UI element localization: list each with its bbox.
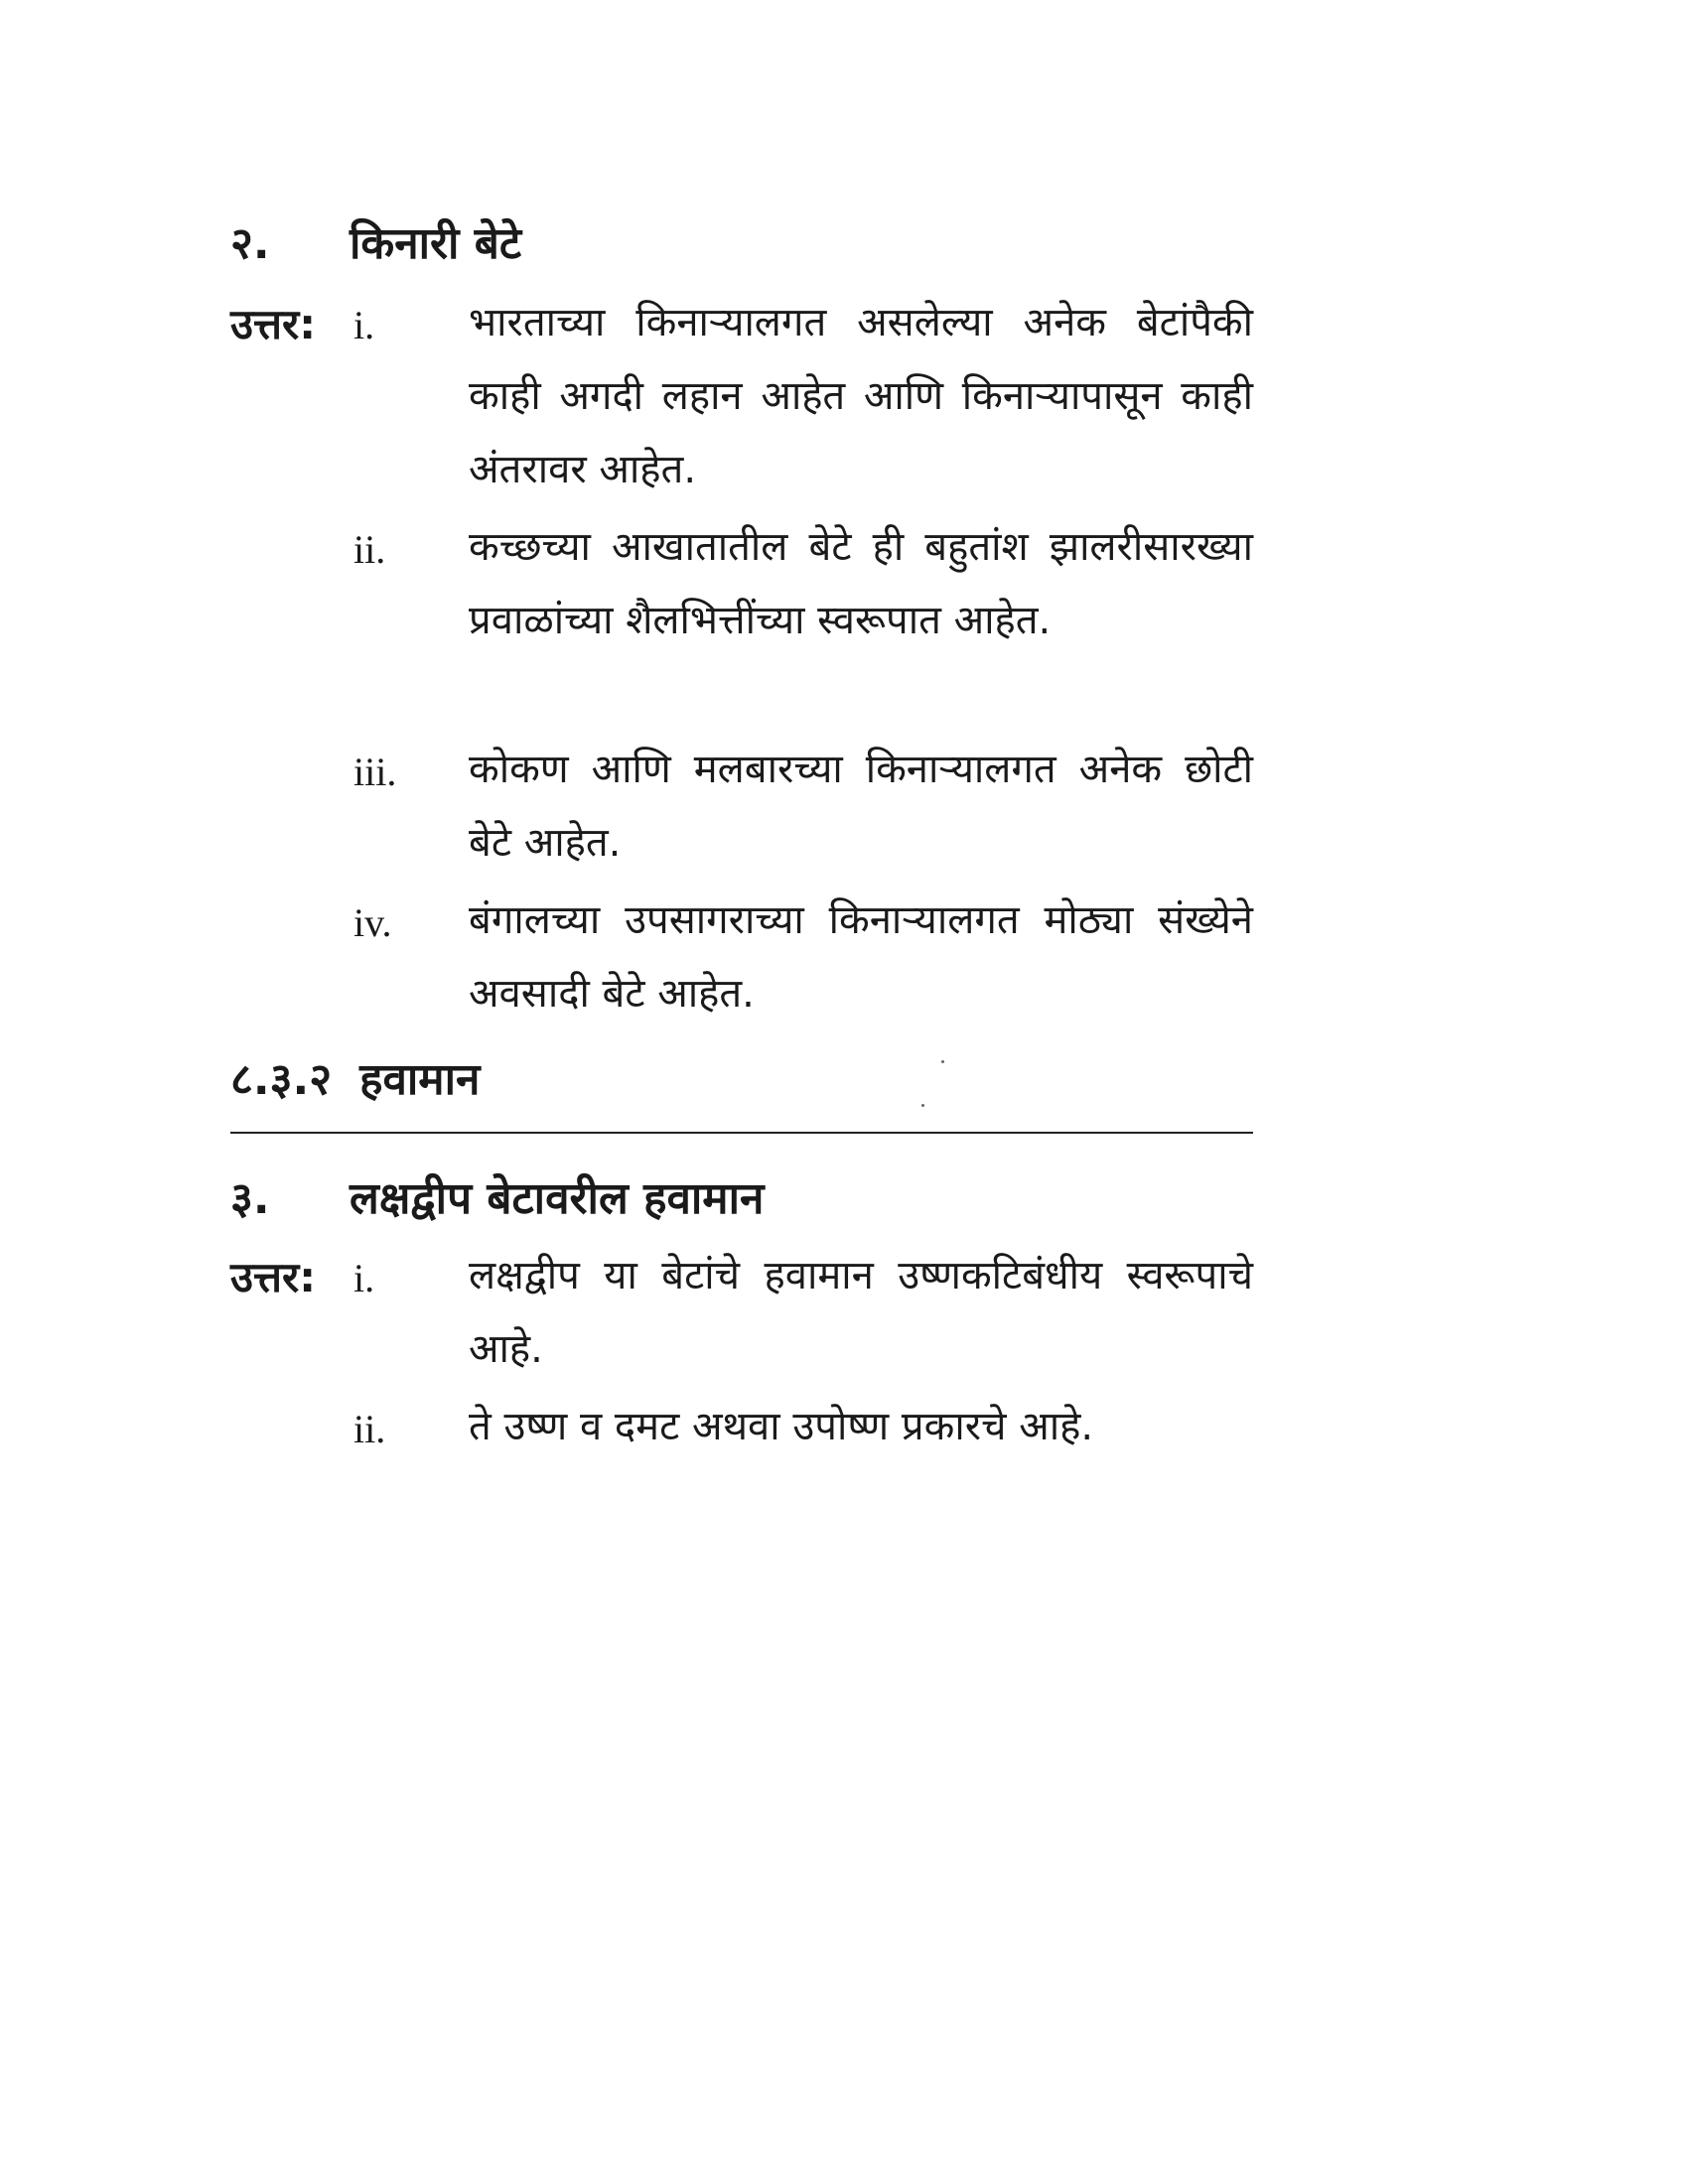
question-2-title: किनारी बेटे bbox=[350, 218, 522, 269]
scan-speck bbox=[921, 1104, 924, 1107]
question-3-heading bbox=[230, 1173, 765, 1224]
q3-item-1-text: लक्षद्वीप या बेटांचे हवामान उष्णकटिबंधीय स्वरूपाचे आहे. bbox=[469, 1253, 1253, 1372]
q2-item-4-numeral: iv. bbox=[353, 900, 392, 945]
q2-item-2-numeral: ii. bbox=[353, 527, 386, 572]
scan-speck bbox=[941, 1060, 944, 1063]
q2-item-4-text: बंगालच्या उपसागराच्या किनाऱ्यालगत मोठ्या संख्येने अवसादी बेटे आहेत. bbox=[469, 897, 1253, 1017]
question-2-heading bbox=[230, 218, 522, 269]
q3-item-1-numeral: i. bbox=[353, 1256, 375, 1300]
question-3-title: लक्षद्वीप बेटावरील हवामान bbox=[350, 1173, 765, 1224]
q2-item-1-text: भारताच्या किनाऱ्यालगत असलेल्या अनेक बेटांपैकी काही अगदी लहान आहेत आणि किनाऱ्यापासून काही अंतरावर आहेत. bbox=[469, 300, 1253, 492]
q3-item-2-text: ते उष्ण व दमट अथवा उपोष्ण प्रकारचे आहे. bbox=[469, 1404, 1094, 1449]
question-2-number: २. bbox=[230, 218, 270, 269]
q2-item-3-text: कोकण आणि मलबारच्या किनाऱ्यालगत अनेक छोटी बेटे आहेत. bbox=[469, 747, 1253, 866]
section-heading bbox=[230, 1054, 481, 1105]
question-3-answer-label: उत्तर: bbox=[230, 1253, 317, 1301]
q3-item-2-numeral: ii. bbox=[353, 1407, 386, 1451]
q2-item-1-numeral: i. bbox=[353, 303, 375, 347]
question-3-number: ३. bbox=[230, 1173, 270, 1224]
q2-item-3-numeral: iii. bbox=[353, 750, 397, 794]
section-divider bbox=[230, 1132, 1253, 1134]
section-title: हवामान bbox=[359, 1054, 481, 1105]
question-2-answer-label: उत्तर: bbox=[230, 300, 317, 348]
q2-item-2-text: कच्छच्या आखातातील बेटे ही बहुतांश झालरीसारख्या प्रवाळांच्या शैलभित्तींच्या स्वरूपात आहेत. bbox=[469, 524, 1253, 643]
section-number: ८.३.२ bbox=[230, 1054, 333, 1105]
